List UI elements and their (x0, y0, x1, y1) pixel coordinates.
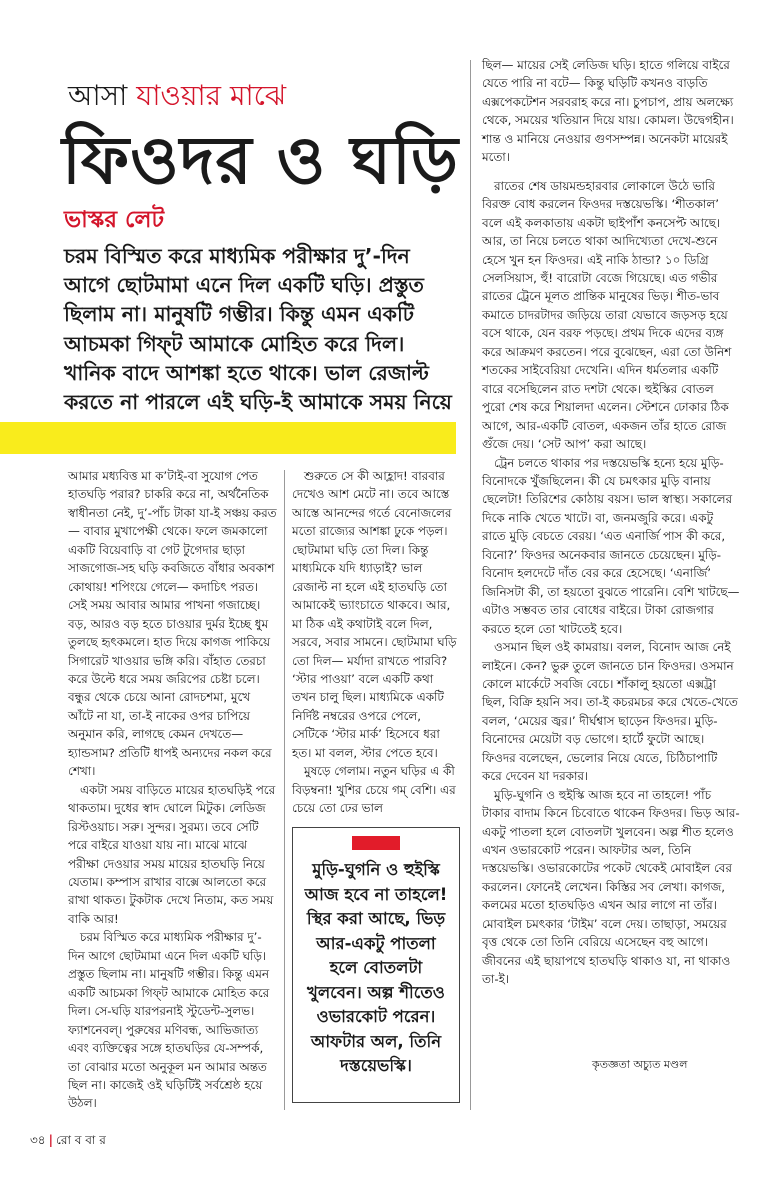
column-3-paragraph: মুড়ি-ঘুগনি ও হুইস্কি আজ হবে না তাহলে! পাঁচ টাকার বাদাম কিনে চিবোতে থাকেন ফিওদর। ভিড় আর-একটু পাতলা হলে বোতলটা খুলবেন। অল্প শীত হলেও এখন ওভারকোট পরেন। আফটার অল, তিনি দস্তয়েভস্কি। ওভারকোটের পকেট থেকেই মোবাইল বের করলেন। ফোনেই লেখেন। কিস্তির সব লেখা। কাগজ, কলমের মতো হাতঘড়িও এখন আর লাগে না তাঁর। মোবাইল চমৎকার ‘টাইম’ বলে দেয়। তাছাড়া, সময়ের বৃত্ত থেকে তো তিনি বেরিয়ে এসেছেন বহু আগে। জীবনের এই ছায়াপথে হাতঘড়ি থাকাও যা, না থাকাও তা-ই। (482, 787, 740, 987)
decorative-yellow-band (0, 422, 456, 454)
column-3-paragraph: ছিল— মায়ের সেই লেডিজ ঘড়ি। হাতে গলিয়ে বাইরে যেতে পারি না বটে— কিন্তু ঘড়িটি কখনও বাড়তি এক্সপেকটেশন সরবরাহ করে না। চুপচাপ, প্রায় অলক্ষ্যে থেকে, সময়ের খতিয়ান দিয়ে যায়। কোমল। উদ্বেগহীন। শান্ত ও মানিয়ে নেওয়ার গুণসম্পন্ন। অনেকটা মায়েরই মতো। (482, 58, 734, 165)
kicker-part-2: যাওয়ার মাঝে (136, 79, 287, 112)
lead-paragraph: চরম বিস্মিত করে মাধ্যমিক পরীক্ষার দু’-দিন আগে ছোটমামা এনে দিল একটি ঘড়ি। প্রস্তুত ছিলাম না। মানুষটি গম্ভীর। কিন্তু এমন একটি আচমকা গিফ্‌ট আমাকে মোহিত করে দিল। খানিক বাদে আশঙ্কা হতে থাকে। ভাল রেজাল্ট করতে না পারলে এই ঘড়ি-ই আমাকে সময় নিয়ে (64, 244, 452, 415)
kicker-part-1: আসা (68, 79, 128, 112)
body-column-2 (292, 467, 460, 818)
column-2-paragraph: শুরুতে সে কী আহ্লাদ! বারবার দেখেও আশ মেটে না। তবে আস্তে আস্তে আনন্দের গর্তে বেনোজলের মতো রাজ্যের আশঙ্কা ঢুকে পড়ল। ছোটমামা ঘড়ি তো দিল। কিন্তু মাধ্যমিকে যদি ধ্যাড়াই? ভাল রেজাল্ট না হলে এই হাতঘড়ি তো আমাকেই ভ্যাংচাতে থাকবে। আর, মা ঠিক এই কথাটাই বলে দিল, সরবে, সবার সামনে। ছোটমামা ঘড়ি তো দিল— মর্যাদা রাখতে পারবি? ‘স্টার পাওয়া’ বলে একটি কথা তখন চালু ছিল। মাধ্যমিকে একটি নির্দিষ্ট নম্বরের ওপরে পেলে, সেটিকে ‘স্টার মার্ক’ হিসেবে ধরা হত। মা বলল, স্টার পেতে হবে। (292, 469, 457, 760)
page-folio (30, 1132, 106, 1152)
column-divider (284, 470, 285, 1110)
article-title: ফিওদর ও ঘড়ি (62, 122, 459, 199)
column-2-paragraph: মুষড়ে গেলাম। নতুন ঘড়ির এ কী বিড়ম্বনা! খুশির চেয়ে গম্‌ বেশি। এর চেয়ে তো ঢের ভাল (292, 764, 456, 816)
pull-quote-accent-bar (352, 836, 400, 850)
body-column-3 (482, 56, 740, 989)
folio-separator: | (48, 1133, 53, 1147)
column-3-paragraph: ওসমান ছিল ওই কামরায়। বলল, বিনোদ আজ নেই লাইনে। কেন? ভুরু তুলে জানতে চান ফিওদর। ওসমান কোলে মার্কেটে সবজি বেচে। শাঁকালু হয়তো এক্সট্রা ছিল, বিক্রি হয়নি সব। তা-ই কচরমচর করে খেতে-খেতে বলল, ‘মেয়ের জ্বর।’ দীর্ঘশ্বাস ছাড়েন ফিওদর। মুড়ি-বিনোদের মেয়েটা বড় ভোগে। হার্টে ফুটো আছে। ফিওদর বলেছেন, ভেলোর নিয়ে যেতে, চিঠিচাপাটি করে দেবেন যা দরকার। (482, 640, 738, 784)
column-3-paragraph: ট্রেন চলতে থাকার পর দস্তয়েভস্কি হন্যে হয়ে মুড়ি-বিনোদকে খুঁজছিলেন। কী যে চমৎকার মুড়ি বানায় ছেলেটা! তিরিশের কোঠায় বয়স। ভাল স্বাস্থ্য। সকালের দিকে নাকি খেতে খাটে। বা, জনমজুরি করে। একটু রাতে মুড়ি বেচতে বেরয়। ‘এত এনার্জি পাস কী করে, বিনো?’ ফিওদর অনেকবার জানতে চেয়েছেন। মুড়ি-বিনোদ হলদেটে দাঁত বের করে হেসেছে। ‘এনার্জি’ জিনিসটা কী, তা হয়তো বুঝতে পারেনি। বেশি খাটছে— এটাও সম্ভবত তার বোধের বাইরে। টাকা রোজগার করতে হলে তো খাটতেই হবে। (482, 455, 740, 636)
page-number: ৩৪ (30, 1133, 46, 1147)
author-byline: ভাস্কর লেট (64, 207, 165, 233)
body-column-1 (68, 467, 278, 1113)
column-divider (470, 60, 471, 1110)
illustration-credit: কৃতজ্ঞতা অচ্যুত মণ্ডল (592, 1058, 688, 1071)
section-kicker (68, 78, 286, 114)
magazine-name: রো ব বা র (55, 1133, 106, 1147)
column-1-paragraph: আমার মধ্যবিত্ত মা ক’টাই-বা সুযোগ পেত হাতঘড়ি পরার? চাকরি করে না, অর্থনৈতিক স্বাধীনতা নেই, দু’-পাঁচ টাকা যা-ই সঞ্চয় করত— বাবার মুখাপেক্ষী থেকে। ফলে জমকালো একটি বিয়েবাড়ি বা গেট টুগেদার ছাড়া সাজগোজ-সহ ঘড়ি কবজিতে বাঁধার অবকাশ কোথায়! শপিংয়ে গেলে— কদাচিৎ পরত। সেই সময় আবার আমার পাখনা গজাচ্ছে। বড়, আরও বড় হতে চাওয়ার দুর্মর ইচ্ছে ধুম তুলছে হৃৎকমলে। হাত দিয়ে কাগজ পাকিয়ে সিগারেট খাওয়ার ভঙ্গি করি। বাঁহাত তেরচা করে উল্টে ধরে সময় জরিপের চেষ্টা চলে। বন্ধুর থেকে চেয়ে আনা রোদচশমা, মুখে আঁটে না যা, তা-ই নাকের ওপর চাপিয়ে অনুমান করি, লাগছে কেমন দেখতে— হ্যান্ডসাম? প্রতিটি ধাপই অন্যদের নকল করে শেখা। (68, 469, 277, 779)
column-3-paragraph: রাতের শেষ ডায়মন্ডহারবার লোকালে উঠে ভারি বিরক্ত বোধ করলেন ফিওদর দস্তয়েভস্কি। ‘শীতকাল’ বলে এই কলকাতায় একটা ছাইপাঁশ কনসেপ্ট আছে। আর, তা নিয়ে চলতে থাকা আদিখ্যেতা দেখে-শুনে হেসে খুন হন ফিওদর। এই নাকি ঠান্ডা? ১০ ডিগ্রি সেলসিয়াস, হুঁ! বারোটা বেজে গিয়েছে। এত গভীর রাতের ট্রেনে মূলত প্রান্তিক মানুষের ভিড়। শীত-ভাব কমাতে চাদরটাদর জড়িয়ে তারা যেভাবে জড়সড় হয়ে বসে থাকে, যেন বরফ পড়ছে। প্রথম দিকে এদের ব্যঙ্গ করে আক্রমণ করতেন। পরে বুঝেছেন, এরা তো উনিশ শতকের সাইবেরিয়া দেখেনি। এদিন ধর্মতলার একটি বারে বসেছিলেন রাত দশটা থেকে। হুইস্কির বোতল পুরো শেষ করে শিয়ালদা এলেন। স্টেশনে ঢোকার ঠিক আগে, আর-একটি বোতল, একজন তাঁর হাতে রোজ গুঁজে দেয়। ‘সেট আপ’ করা আছে। (482, 178, 732, 452)
column-1-paragraph: একটা সময় বাড়িতে মায়ের হাতঘড়িই পরে থাকতাম। দুধের স্বাদ ঘোলে মিটুক। লেডিজ রিস্টওয়াচ। সরু। সুন্দর। সুরম্য। তবে সেটি পরে বাইরে যাওয়া যায় না। মাঝে মাঝে পরীক্ষা দেওয়ার সময় মায়ের হাতঘড়ি নিয়ে যেতাম। কম্পাস রাখার বাক্সে আলতো করে রাখা থাকত। টুকটাক দেখে নিতাম, কত সময় বাকি আর! (68, 782, 276, 926)
pull-quote-text: মুড়ি-ঘুগনি ও হুইস্কি আজ হবে না তাহলে! স্থির করা আছে, ভিড় আর-একটু পাতলা হলে বোতলটা খুলবেন। অল্প শীতেও ওভারকোট পরেন। আফটার অল, তিনি দস্তয়েভস্কি। (304, 860, 448, 1075)
column-1-paragraph: চরম বিস্মিত করে মাধ্যমিক পরীক্ষার দু’-দিন আগে ছোটমামা এনে দিল একটি ঘড়ি। প্রস্তুত ছিলাম না। মানুষটি গম্ভীর। কিন্তু এমন একটি আচমকা গিফ্‌ট আমাকে মোহিত করে দিল। সে-ঘড়ি যারপরনাই স্টুডেন্ট-সুলভ। ফ্যাশনেবল্‌। পুরুষের মণিবন্ধ, আভিজাত্য এবং ব্যক্তিত্বের সঙ্গে হাতঘড়ির যে-সম্পর্ক, তা বোঝার মতো অনুকূল মন আমার অন্তত ছিল না। কাজেই ওই ঘড়িটিই সর্বশ্রেষ্ঠ হয়ে উঠল। (68, 930, 270, 1111)
